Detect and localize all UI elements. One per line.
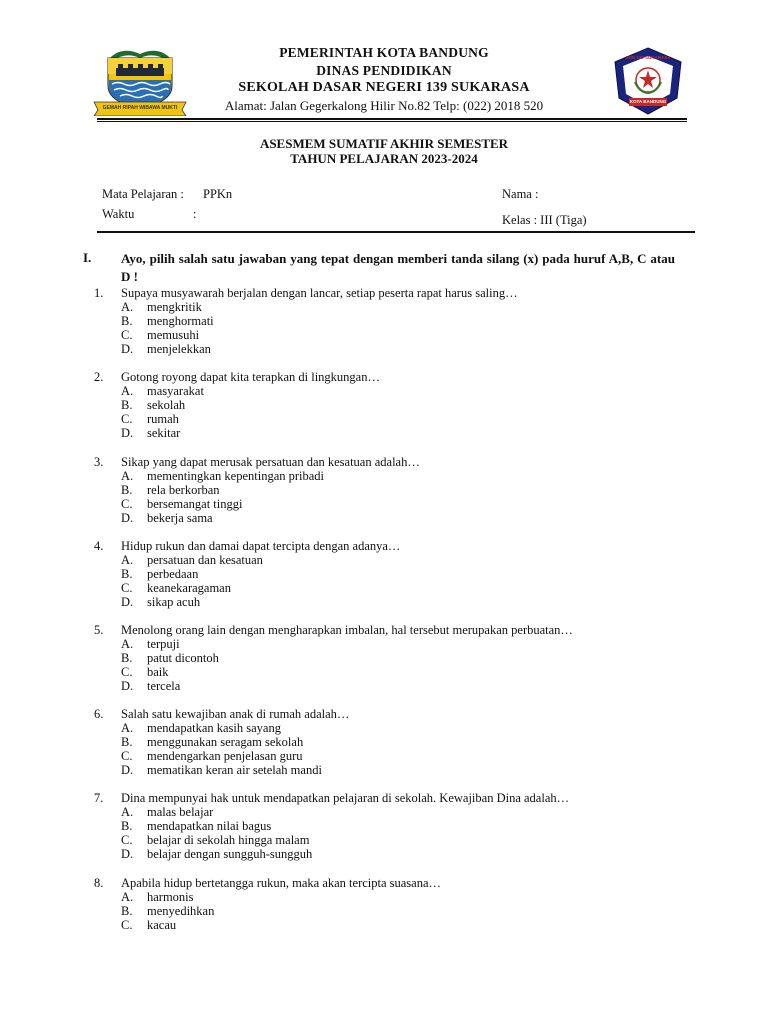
option-letter: D.: [121, 426, 134, 440]
option-letter: A.: [121, 384, 134, 398]
option-text: mendapatkan kasih sayang: [147, 721, 281, 735]
option-letter: C.: [121, 328, 133, 342]
option-text: mendengarkan penjelasan guru: [147, 749, 303, 763]
answer-option[interactable]: [0, 398, 768, 412]
answer-option[interactable]: [0, 749, 768, 763]
section-number: I.: [83, 250, 92, 265]
info-divider: [97, 231, 695, 233]
answer-option[interactable]: [0, 469, 768, 483]
option-text: bersemangat tinggi: [147, 497, 243, 511]
option-letter: B.: [121, 651, 133, 665]
option-letter: C.: [121, 918, 133, 932]
option-text: rela berkorban: [147, 483, 220, 497]
header-line-2: DINAS PENDIDIKAN: [316, 63, 452, 78]
answer-option[interactable]: [0, 805, 768, 819]
answer-option[interactable]: [0, 412, 768, 426]
option-letter: D.: [121, 511, 134, 525]
option-text: keanekaragaman: [147, 581, 231, 595]
option-letter: B.: [121, 314, 133, 328]
name-label: Nama :: [502, 187, 539, 201]
answer-option[interactable]: [0, 763, 768, 777]
option-text: perbedaan: [147, 567, 199, 581]
answer-option[interactable]: [0, 553, 768, 567]
answer-option[interactable]: [0, 890, 768, 904]
left-logo-motto: GEMAH RIPAH WIBAWA MUKTI: [102, 105, 178, 111]
answer-option[interactable]: [0, 384, 768, 398]
option-text: memusuhi: [147, 328, 200, 342]
option-text: kacau: [147, 918, 177, 932]
option-letter: A.: [121, 890, 134, 904]
question-number: 8.: [94, 876, 104, 890]
option-text: menjelekkan: [147, 342, 211, 356]
answer-option[interactable]: [0, 637, 768, 651]
exam-year: TAHUN PELAJARAN 2023-2024: [290, 151, 478, 166]
question-text: Gotong royong dapat kita terapkan di lingkungan…: [121, 370, 380, 384]
exam-title: ASESMEM SUMATIF AKHIR SEMESTER: [259, 136, 509, 151]
option-letter: B.: [121, 483, 133, 497]
question-number: 2.: [94, 370, 104, 384]
question-number: 6.: [94, 707, 104, 721]
option-text: sekolah: [147, 398, 186, 412]
question-number: 7.: [94, 791, 104, 805]
question-text: Hidup rukun dan damai dapat tercipta dengan adanya…: [121, 539, 401, 553]
option-letter: A.: [121, 721, 134, 735]
question-number: 3.: [94, 455, 104, 469]
subject-label: Mata Pelajaran :: [102, 187, 184, 201]
time-label: Waktu: [102, 207, 135, 221]
answer-option[interactable]: [0, 679, 768, 693]
option-text: tercela: [147, 679, 181, 693]
answer-option[interactable]: [0, 819, 768, 833]
answer-option[interactable]: [0, 665, 768, 679]
option-text: rumah: [147, 412, 179, 426]
answer-option[interactable]: [0, 511, 768, 525]
option-letter: D.: [121, 847, 134, 861]
option-letter: C.: [121, 497, 133, 511]
option-letter: B.: [121, 735, 133, 749]
header-line-3: SEKOLAH DASAR NEGERI 139 SUKARASA: [238, 80, 530, 95]
option-letter: A.: [121, 469, 134, 483]
option-letter: A.: [121, 553, 134, 567]
header-divider-thin: [97, 121, 687, 122]
option-text: malas belajar: [147, 805, 214, 819]
answer-option[interactable]: [0, 833, 768, 847]
answer-option[interactable]: [0, 483, 768, 497]
answer-option[interactable]: [0, 300, 768, 314]
option-text: mematikan keran air setelah mandi: [147, 763, 322, 777]
option-letter: D.: [121, 342, 134, 356]
subject-value: PPKn: [203, 187, 233, 201]
answer-option[interactable]: [0, 314, 768, 328]
answer-option[interactable]: [0, 328, 768, 342]
option-text: mendapatkan nilai bagus: [147, 819, 272, 833]
question-text: Menolong orang lain dengan mengharapkan imbalan, hal tersebut merupakan perbuatan…: [121, 623, 573, 637]
question-number: 1.: [94, 286, 104, 300]
option-letter: C.: [121, 833, 133, 847]
option-letter: A.: [121, 300, 134, 314]
answer-option[interactable]: [0, 721, 768, 735]
option-text: bekerja sama: [147, 511, 213, 525]
question-text: Apabila hidup bertetangga rukun, maka akan tercipta suasana…: [121, 876, 442, 890]
option-text: terpuji: [147, 637, 180, 651]
option-text: mementingkan kepentingan pribadi: [147, 469, 325, 483]
class-label: Kelas : III (Tiga): [502, 213, 587, 227]
answer-option[interactable]: [0, 847, 768, 861]
option-letter: A.: [121, 637, 134, 651]
option-letter: B.: [121, 398, 133, 412]
option-text: menyedihkan: [147, 904, 215, 918]
answer-option[interactable]: [0, 735, 768, 749]
answer-option[interactable]: [0, 918, 768, 932]
question-number: 5.: [94, 623, 104, 637]
answer-option[interactable]: [0, 595, 768, 609]
question-text: Salah satu kewajiban anak di rumah adalah…: [121, 707, 350, 721]
answer-option[interactable]: [0, 497, 768, 511]
option-letter: D.: [121, 763, 134, 777]
option-text: sikap acuh: [147, 595, 201, 609]
option-letter: B.: [121, 904, 133, 918]
answer-option[interactable]: [0, 567, 768, 581]
question-text: Sikap yang dapat merusak persatuan dan kesatuan adalah…: [121, 455, 420, 469]
question-text: Supaya musyawarah berjalan dengan lancar, setiap peserta rapat harus saling…: [121, 286, 518, 300]
option-text: sekitar: [147, 426, 181, 440]
answer-option[interactable]: [0, 342, 768, 356]
option-letter: D.: [121, 679, 134, 693]
header-line-1: PEMERINTAH KOTA BANDUNG: [279, 45, 489, 60]
answer-option[interactable]: [0, 904, 768, 918]
option-text: masyarakat: [147, 384, 204, 398]
answer-option[interactable]: [0, 426, 768, 440]
header-address: Alamat: Jalan Gegerkalong Hilir No.82 Telp: (022) 2018 520: [224, 98, 544, 113]
option-text: belajar di sekolah hingga malam: [147, 833, 310, 847]
option-text: persatuan dan kesatuan: [147, 553, 263, 567]
section-instruction: Ayo, pilih salah satu jawaban yang tepat dengan memberi tanda silang (x) pada huruf A,B, C atau D !: [121, 251, 675, 284]
option-letter: B.: [121, 819, 133, 833]
option-letter: B.: [121, 567, 133, 581]
right-logo-top-text: SDN 139 SUKARASA: [625, 55, 671, 60]
option-text: mengkritik: [147, 300, 202, 314]
option-text: patut dicontoh: [147, 651, 219, 665]
option-letter: C.: [121, 665, 133, 679]
option-text: menggunakan seragam sekolah: [147, 735, 304, 749]
option-letter: C.: [121, 581, 133, 595]
option-letter: C.: [121, 412, 133, 426]
option-letter: A.: [121, 805, 134, 819]
option-letter: C.: [121, 749, 133, 763]
question-number: 4.: [94, 539, 104, 553]
option-text: belajar dengan sungguh-sungguh: [147, 847, 313, 861]
question-text: Dina mempunyai hak untuk mendapatkan pelajaran di sekolah. Kewajiban Dina adalah…: [121, 791, 570, 805]
option-text: baik: [147, 665, 169, 679]
right-logo-bottom-text: KOTA BANDUNG: [629, 99, 667, 104]
time-colon: :: [193, 207, 197, 221]
option-text: harmonis: [147, 890, 194, 904]
option-letter: D.: [121, 595, 134, 609]
header-divider-thick: [97, 118, 687, 120]
answer-option[interactable]: [0, 651, 768, 665]
answer-option[interactable]: [0, 581, 768, 595]
option-text: menghormati: [147, 314, 214, 328]
